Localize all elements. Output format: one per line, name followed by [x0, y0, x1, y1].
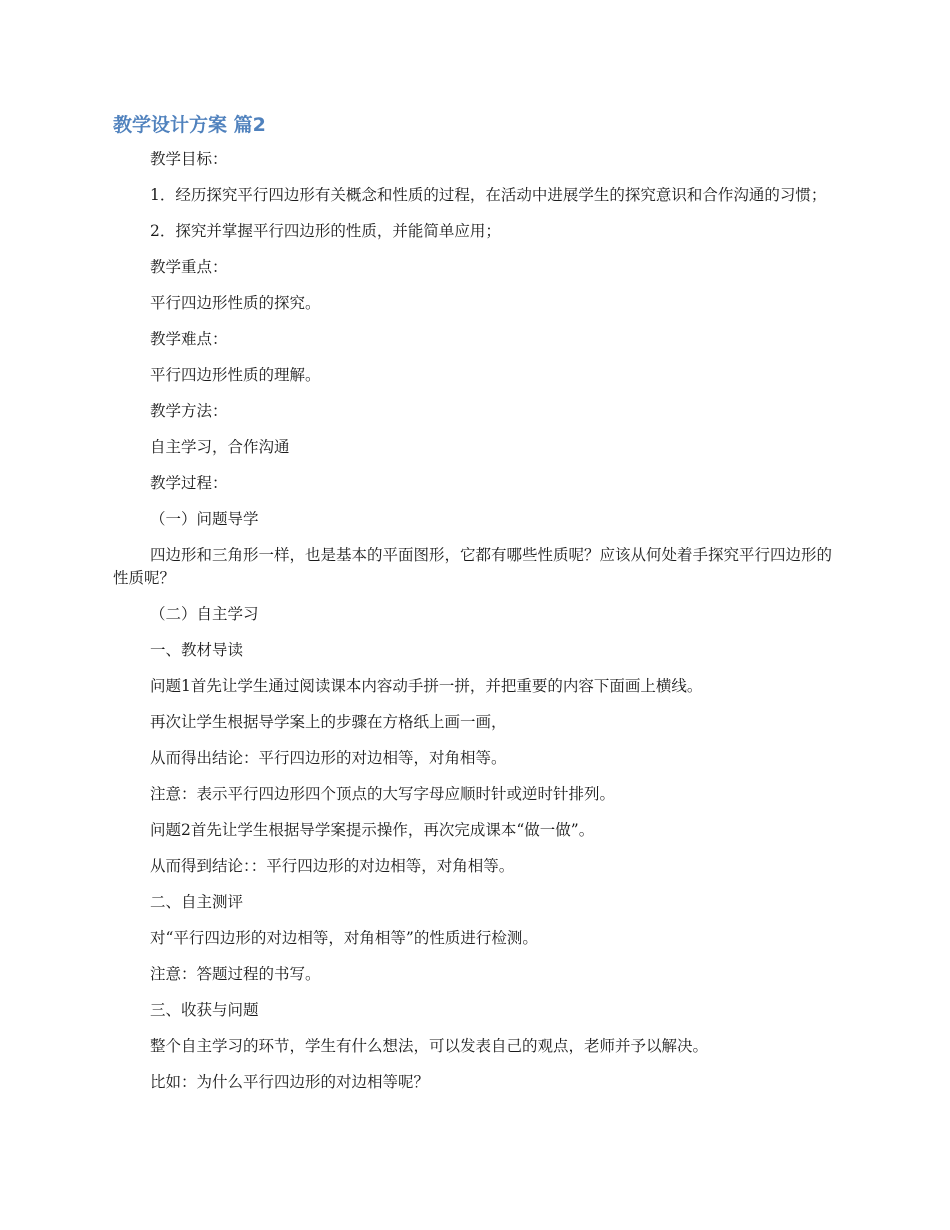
paragraph-textbook-guide: 一、教材导读 [150, 641, 244, 659]
paragraph-step-2-title: （二）自主学习 [150, 605, 259, 623]
paragraph-note-1: 注意：表示平行四边形四个顶点的大写字母应顺时针或逆时针排列。 [150, 785, 616, 803]
paragraph-methods-label: 教学方法： [150, 402, 228, 420]
paragraph-difficulties: 平行四边形性质的理解。 [150, 366, 321, 384]
paragraph-key-points: 平行四边形性质的探究。 [150, 294, 321, 312]
paragraph-conclusion-2: 从而得到结论：：平行四边形的对边相等，对角相等。 [150, 857, 515, 875]
paragraph-gains-questions: 三、收获与问题 [150, 1001, 259, 1019]
paragraph-step-1-text: 四边形和三角形一样，也是基本的平面图形，它都有哪些性质呢？应该从何处着手探究平行四边形的性质呢？ [113, 546, 833, 587]
paragraph-objective-1: 1．经历探究平行四边形有关概念和性质的过程，在活动中进展学生的探究意识和合作沟通的习惯； [150, 186, 827, 204]
paragraph-methods: 自主学习，合作沟通 [150, 438, 290, 456]
paragraph-note-2: 注意：答题过程的书写。 [150, 965, 321, 983]
paragraph-discussion: 整个自主学习的环节，学生有什么想法，可以发表自己的观点，老师并予以解决。 [150, 1037, 709, 1055]
paragraph-objective-2: 2．探究并掌握平行四边形的性质，并能简单应用； [150, 222, 501, 240]
paragraph-assessment-text: 对“平行四边形的对边相等，对角相等”的性质进行检测。 [150, 929, 538, 947]
paragraph-question-1: 问题1首先让学生通过阅读课本内容动手拼一拼，并把重要的内容下面画上横线。 [150, 677, 703, 695]
paragraph-example-question: 比如：为什么平行四边形的对边相等呢？ [150, 1073, 430, 1091]
paragraph-process-label: 教学过程： [150, 474, 228, 492]
document-body [113, 111, 843, 1107]
paragraph-objectives-label: 教学目标： [150, 150, 228, 168]
paragraph-question-2: 问题2首先让学生根据导学案提示操作，再次完成课本“做一做”。 [150, 821, 595, 839]
paragraph-step-1-title: （一）问题导学 [150, 510, 259, 528]
paragraph-self-assessment: 二、自主测评 [150, 893, 244, 911]
paragraph-conclusion-1: 从而得出结论：平行四边形的对边相等，对角相等。 [150, 749, 507, 767]
paragraph-key-points-label: 教学重点： [150, 258, 228, 276]
paragraph-difficulties-label: 教学难点： [150, 330, 228, 348]
section-heading: 教学设计方案 篇2 [113, 114, 266, 136]
paragraph-grid-drawing: 再次让学生根据导学案上的步骤在方格纸上画一画， [150, 713, 507, 731]
